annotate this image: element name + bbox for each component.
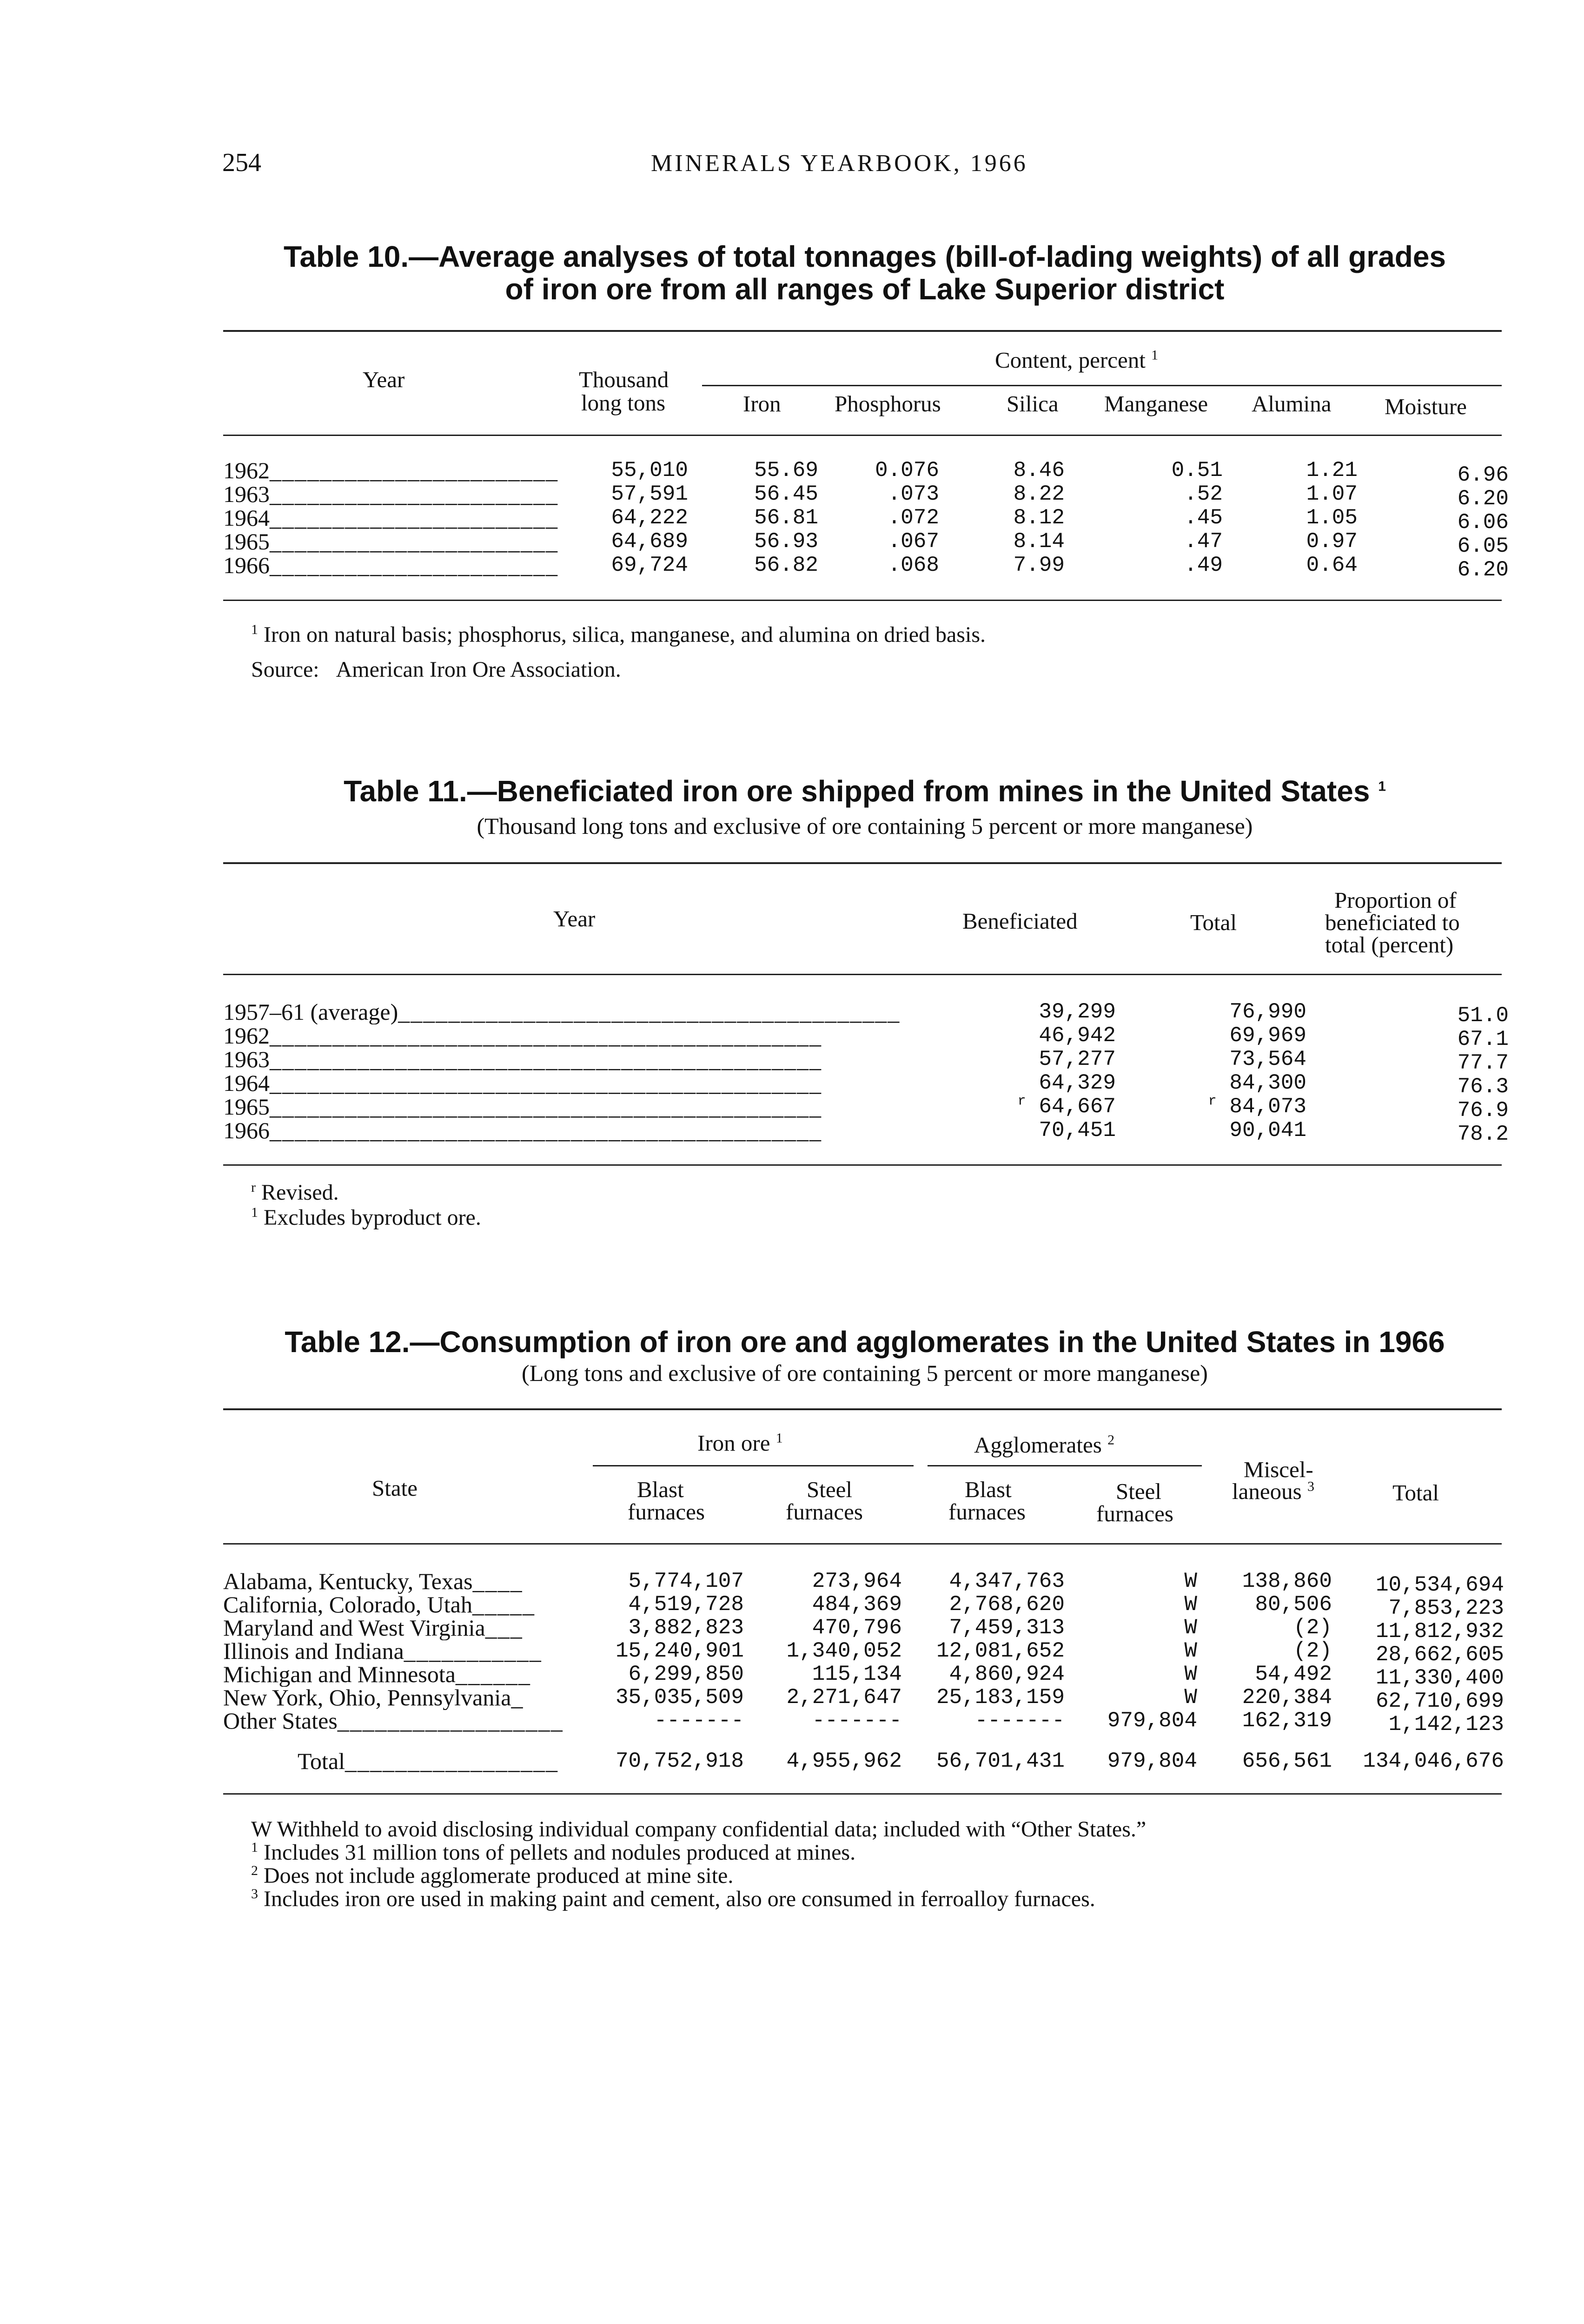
table12-header-agglomerates: Agglomerates $^2$: [974, 1432, 1115, 1458]
table12-cell-ag-steel: W: [1184, 1639, 1197, 1663]
table12-header-misc-line1: Miscel-: [1244, 1457, 1313, 1482]
table11-cell-proportion: 67.1: [1457, 1027, 1509, 1051]
table10-bottom-rule: [223, 600, 1502, 601]
table10-cell-tons: 57,591: [611, 482, 688, 506]
table10-header-iron: Iron: [743, 391, 781, 416]
table10-cell-moisture: 6.20: [1457, 558, 1509, 582]
table11-header-prop-line3: total (percent): [1325, 932, 1454, 957]
table12-cell-misc: (2): [1293, 1639, 1332, 1663]
table10-cell-phos: 0.076: [875, 458, 939, 482]
table10-cell-silica: 7.99: [1013, 553, 1065, 577]
table12-footnote-3: [251, 1887, 1095, 1911]
table11-footnote-1: [251, 1206, 481, 1230]
table12-cell-ag-blast: 4,860,924: [949, 1662, 1065, 1686]
table10-cell-silica: 8.46: [1013, 458, 1065, 482]
table12-header-iron-ore: Iron ore $^1$: [697, 1430, 783, 1456]
table12-cell-misc: 80,506: [1255, 1592, 1332, 1617]
table12-cell-ag-steel: W: [1184, 1592, 1197, 1617]
table10-header-phosphorus: Phosphorus: [835, 391, 941, 416]
table-row: 1965____________________________________________: [223, 1094, 822, 1119]
table12-cell-ore-steel: 273,964: [812, 1569, 902, 1593]
footnote-text: Includes 31 million tons of pellets and nodules produced at mines.: [264, 1840, 856, 1865]
table10-header-thousand: Thousand: [579, 367, 669, 392]
table10-cell-silica: 8.22: [1013, 482, 1065, 506]
table10-cell-phos: .072: [888, 506, 939, 530]
table12-iron-ore-span-rule: [593, 1465, 914, 1466]
table12-cell-ore-blast: 6,299,850: [628, 1662, 744, 1686]
table-row: 1962_______________________: [223, 458, 558, 483]
table10-cell-silica: 8.14: [1013, 529, 1065, 554]
table10-cell-moisture: 6.06: [1457, 510, 1509, 535]
table12-cell-misc: 162,319: [1242, 1709, 1332, 1733]
table12-cell-ore-blast: 15,240,901: [615, 1639, 744, 1663]
table12-header-misc-line2: laneous $^3$: [1232, 1479, 1314, 1504]
table10-cell-alumina: 0.97: [1306, 529, 1358, 554]
table12-footnote-1: [251, 1841, 855, 1865]
table12-cell-total: 28,662,605: [1375, 1643, 1504, 1667]
table10-cell-manganese: .52: [1184, 482, 1223, 506]
table10-cell-moisture: 6.20: [1457, 487, 1509, 511]
table11-header-prop-line1: Proportion of: [1334, 887, 1457, 913]
table12-subtitle: (Long tons and exclusive of ore containing 5 percent or more manganese): [522, 1360, 1208, 1386]
table11-cell-total: 73,564: [1229, 1047, 1306, 1071]
table10-cell-moisture: 6.05: [1457, 534, 1509, 558]
table12-cell-ore-steel: 484,369: [812, 1592, 902, 1617]
table12-cell-ore-steel: 115,134: [812, 1662, 902, 1686]
table12-cell-ag-blast: 12,081,652: [936, 1639, 1065, 1663]
table12-cell-misc: (2): [1293, 1616, 1332, 1640]
table10-cell-iron: 56.93: [754, 529, 818, 554]
table11-cell-proportion: 76.9: [1457, 1098, 1509, 1122]
running-head: MINERALS YEARBOOK, 1966: [651, 150, 1028, 177]
table10-header-silica: Silica: [1007, 391, 1059, 416]
table12-cell-total: 11,812,932: [1375, 1619, 1504, 1644]
table12-cell-misc: 54,492: [1255, 1662, 1332, 1686]
table10-cell-iron: 56.82: [754, 553, 818, 577]
table12-cell-ag-steel: 979,804: [1107, 1709, 1197, 1733]
table-row: 1962____________________________________________: [223, 1023, 822, 1048]
table10-cell-tons: 69,724: [611, 553, 688, 577]
page-number: 254: [222, 148, 261, 177]
table11-cell-beneficiated: 46,942: [1039, 1023, 1116, 1048]
table10-cell-manganese: .49: [1184, 553, 1223, 577]
table12-footnote-w: [251, 1817, 1146, 1842]
table-row: 1963_______________________: [223, 482, 558, 507]
table12-agglomerates-span-rule: [928, 1465, 1202, 1466]
table12-header-ore-steel-furnaces: furnaces: [786, 1499, 863, 1525]
table-row: Other States__________________: [223, 1708, 563, 1733]
table10-cell-iron: 55.69: [754, 458, 818, 482]
table-row: Illinois and Indiana___________: [223, 1638, 542, 1664]
table10-cell-tons: 64,689: [611, 529, 688, 554]
table10-cell-alumina: 1.07: [1306, 482, 1358, 506]
table12-footnote-2: [251, 1864, 733, 1888]
table11-top-rule: [223, 862, 1502, 864]
table11-header-prop-line2: beneficiated to: [1325, 910, 1460, 935]
table12-total-total: 134,046,676: [1363, 1749, 1504, 1773]
table10-cell-tons: 64,222: [611, 506, 688, 530]
table10-header-long-tons: long tons: [581, 390, 666, 416]
table12-total-misc: 656,561: [1242, 1749, 1332, 1773]
table12-total-ore-steel: 4,955,962: [786, 1749, 902, 1773]
table10-cell-iron: 56.81: [754, 506, 818, 530]
table11-cell-proportion: 78.2: [1457, 1122, 1509, 1146]
revised-mark: r: [1208, 1093, 1217, 1109]
footnote-mark: 1: [251, 1840, 258, 1855]
table10-cell-alumina: 1.05: [1306, 506, 1358, 530]
table-row: 1966_______________________: [223, 553, 558, 578]
table11-header-total: Total: [1190, 910, 1237, 935]
table11-header-beneficiated: Beneficiated: [962, 908, 1078, 934]
source-label: Source:: [251, 657, 319, 682]
table-row: 1966____________________________________________: [223, 1118, 822, 1143]
table10-top-rule: [223, 330, 1502, 332]
table10-title-line1: Table 10.—Average analyses of total tonnages (bill-of-lading weights) of all grades: [283, 240, 1446, 273]
table12-header-ag-blast-furnaces: furnaces: [948, 1499, 1026, 1525]
table12-cell-ore-blast: 5,774,107: [628, 1569, 744, 1593]
table12-bottom-rule: [223, 1793, 1502, 1795]
table10-cell-manganese: .47: [1184, 529, 1223, 554]
footnote-mark: 1: [251, 622, 258, 637]
table10-footnote: [251, 623, 986, 647]
table12-cell-total: 11,330,400: [1375, 1666, 1504, 1690]
table-row: Alabama, Kentucky, Texas____: [223, 1569, 523, 1594]
table-row: 1963____________________________________________: [223, 1047, 822, 1072]
table11-cell-beneficiated: 57,277: [1039, 1047, 1116, 1071]
table12-total-ag-blast: 56,701,431: [936, 1749, 1065, 1773]
table12-cell-ore-blast: -------: [654, 1709, 744, 1733]
footnote-text: Withheld to avoid disclosing individual company confidential data; included with “Other States.”: [277, 1817, 1147, 1842]
table11-subtitle: (Thousand long tons and exclusive of ore containing 5 percent or more manganese): [477, 813, 1253, 839]
footnote-mark: W: [251, 1817, 272, 1842]
table10-content-span-rule: [702, 385, 1502, 386]
table12-cell-ag-steel: W: [1184, 1662, 1197, 1686]
table11-cell-beneficiated: 64,329: [1039, 1071, 1116, 1095]
table10-cell-alumina: 0.64: [1306, 553, 1358, 577]
table11-header-rule: [223, 974, 1502, 975]
table-row: 1957–61 (average)________________________________________: [223, 999, 901, 1024]
table12-cell-ore-steel: 470,796: [812, 1616, 902, 1640]
table12-cell-ag-steel: W: [1184, 1685, 1197, 1710]
table12-title: Table 12.—Consumption of iron ore and agglomerates in the United States in 1966: [285, 1325, 1445, 1359]
table12-top-rule: [223, 1408, 1502, 1410]
table10-cell-moisture: 6.96: [1457, 463, 1509, 487]
table12-header-total: Total: [1392, 1480, 1439, 1505]
table10-header-content: [995, 348, 1158, 373]
header-fn: 2: [1107, 1432, 1115, 1448]
table11-footnote-revised: [251, 1181, 339, 1205]
table10-cell-manganese: 0.51: [1171, 458, 1223, 482]
table11-cell-total: 84,300: [1229, 1071, 1306, 1095]
table10-cell-iron: 56.45: [754, 482, 818, 506]
footnote-text: Includes iron ore used in making paint and cement, also ore consumed in ferroalloy furnaces.: [264, 1887, 1095, 1911]
footnote-mark: 3: [251, 1886, 258, 1901]
table10-header-alumina: Alumina: [1252, 391, 1332, 416]
table12-total-row: Total_________________: [298, 1749, 559, 1774]
table-row: Maryland and West Virginia___: [223, 1615, 523, 1640]
table-row: New York, Ohio, Pennsylvania_: [223, 1685, 524, 1710]
table11-cell-total: 76,990: [1229, 1000, 1306, 1024]
table12-cell-ore-blast: 3,882,823: [628, 1616, 744, 1640]
table12-cell-ore-steel: 1,340,052: [786, 1639, 902, 1663]
table10-cell-phos: .073: [888, 482, 939, 506]
table10-header-year: Year: [363, 367, 405, 392]
table11-cell-total: 69,969: [1229, 1023, 1306, 1048]
table12-cell-total: 62,710,699: [1375, 1689, 1504, 1713]
table12-cell-ag-steel: W: [1184, 1569, 1197, 1593]
table12-cell-total: 7,853,223: [1388, 1596, 1504, 1620]
table11-cell-total: $^r$ 84,073: [1208, 1093, 1306, 1119]
table11-cell-total: 90,041: [1229, 1118, 1306, 1142]
table11-cell-beneficiated: $^r$ 64,667: [1017, 1093, 1116, 1119]
revised-mark: r: [1017, 1093, 1026, 1109]
table12-header-ag-steel: Steel: [1116, 1479, 1161, 1504]
footnote-text: Does not include agglomerate produced at mine site.: [264, 1863, 734, 1888]
table11-title-text: Table 11.—Beneficiated iron ore shipped from mines in the United States: [344, 774, 1370, 808]
table12-cell-ag-blast: -------: [974, 1709, 1065, 1733]
table12-header-ore-blast: Blast: [637, 1477, 684, 1502]
table11-cell-beneficiated: 70,451: [1039, 1118, 1116, 1142]
table11-title-fn: 1: [1378, 779, 1386, 794]
table11-title: [223, 774, 1506, 808]
table12-cell-ore-steel: -------: [812, 1709, 902, 1733]
table12-header-rule: [223, 1543, 1502, 1545]
footnote-mark: 1: [251, 1205, 258, 1220]
table10-cell-manganese: .45: [1184, 506, 1223, 530]
table12-cell-ag-blast: 7,459,313: [949, 1616, 1065, 1640]
table12-header-ag-blast: Blast: [965, 1477, 1012, 1502]
table10-cell-tons: 55,010: [611, 458, 688, 482]
table-row: 1964_______________________: [223, 505, 558, 530]
table10-header-content-fn: 1: [1151, 347, 1159, 363]
table12-header-ag-steel-furnaces: furnaces: [1096, 1501, 1173, 1526]
table12-cell-ore-blast: 4,519,728: [628, 1592, 744, 1617]
footnote-mark: 2: [251, 1863, 258, 1878]
table12-header-ore-steel: Steel: [807, 1477, 852, 1502]
table12-cell-misc: 220,384: [1242, 1685, 1332, 1710]
table12-cell-misc: 138,860: [1242, 1569, 1332, 1593]
table12-cell-ore-steel: 2,271,647: [786, 1685, 902, 1710]
footnote-mark: r: [251, 1180, 256, 1195]
table10-header-content-label: Content, percent: [995, 347, 1146, 373]
table12-header-ore-blast-furnaces: furnaces: [628, 1499, 705, 1525]
table12-cell-ag-blast: 2,768,620: [949, 1592, 1065, 1617]
table10-cell-alumina: 1.21: [1306, 458, 1358, 482]
table11-cell-proportion: 51.0: [1457, 1004, 1509, 1028]
table10-cell-phos: .068: [888, 553, 939, 577]
table11-cell-proportion: 76.3: [1457, 1075, 1509, 1099]
table11-cell-proportion: 77.7: [1457, 1051, 1509, 1075]
table-row: Michigan and Minnesota______: [223, 1662, 531, 1687]
footnote-text: Revised.: [261, 1180, 339, 1205]
table12-cell-total: 1,142,123: [1388, 1712, 1504, 1736]
table-row: California, Colorado, Utah_____: [223, 1592, 535, 1617]
table10-cell-silica: 8.12: [1013, 506, 1065, 530]
table12-total-ag-steel: 979,804: [1107, 1749, 1197, 1773]
table-row: 1964____________________________________________: [223, 1070, 822, 1096]
table12-total-ore-blast: 70,752,918: [615, 1749, 744, 1773]
table10-header-manganese: Manganese: [1104, 391, 1208, 416]
footnote-text: Iron on natural basis; phosphorus, silica, manganese, and alumina on dried basis.: [264, 622, 986, 647]
header-fn: 1: [775, 1430, 783, 1446]
table10-header-rule: [223, 435, 1502, 436]
table10-header-moisture: Moisture: [1385, 394, 1467, 419]
table12-cell-ore-blast: 35,035,509: [615, 1685, 744, 1710]
table12-cell-total: 10,534,694: [1375, 1573, 1504, 1597]
table-row: 1965_______________________: [223, 529, 558, 554]
table12-header-state: State: [372, 1475, 418, 1501]
table12-cell-ag-blast: 25,183,159: [936, 1685, 1065, 1710]
table12-cell-ag-blast: 4,347,763: [949, 1569, 1065, 1593]
table11-cell-beneficiated: 39,299: [1039, 1000, 1116, 1024]
table10-source: [251, 658, 621, 682]
table12-cell-ag-steel: W: [1184, 1616, 1197, 1640]
footnote-text: Excludes byproduct ore.: [264, 1205, 481, 1230]
table10-title-line2: of iron ore from all ranges of Lake Superior district: [505, 272, 1225, 306]
table11-header-year: Year: [553, 906, 596, 931]
header-fn: 3: [1307, 1479, 1314, 1494]
source-text: American Iron Ore Association.: [336, 657, 621, 682]
table11-bottom-rule: [223, 1164, 1502, 1166]
table10-cell-phos: .067: [888, 529, 939, 554]
